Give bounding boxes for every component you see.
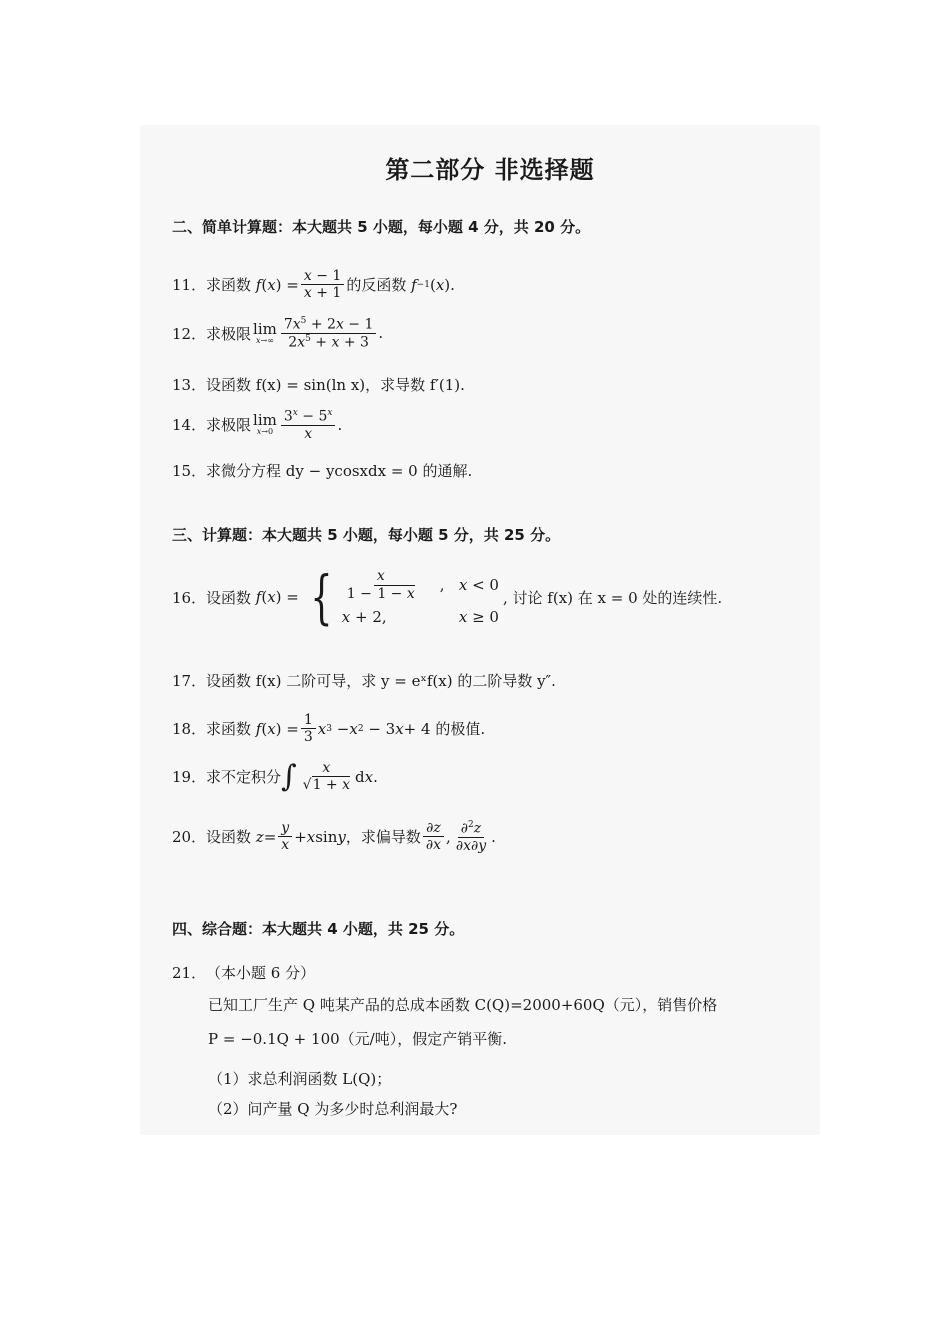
question-number: 16． <box>172 588 207 607</box>
question-text: 设函数 f(x) 二阶可导，求 y = eˣf(x) 的二阶导数 y″. <box>206 672 556 690</box>
question-number: 17． <box>172 672 207 690</box>
question-number: 13． <box>172 376 207 394</box>
integral-sign: ∫ <box>281 758 297 794</box>
question-text: , 讨论 f(x) 在 x = 0 处的连续性. <box>502 588 723 607</box>
question-text: 设函数 <box>206 588 252 607</box>
fraction: $\frac{x - 1}{x + 1}$ <box>301 268 344 301</box>
section-3-header: 三、计算题：本大题共 5 小题，每小题 5 分，共 25 分。 <box>172 526 561 544</box>
fraction: $\frac{\partial^2z}{\partial x\partial y}$ <box>455 820 487 854</box>
question-text: ，求偏导数 <box>345 828 421 847</box>
question-text: 设函数 f(x) = sin(ln x)，求导数 f′(1). <box>206 376 465 394</box>
fraction: $\frac{1}{3}$ <box>301 712 316 745</box>
question-text: 求函数 <box>206 276 252 295</box>
question-number: 18． <box>172 720 207 739</box>
section-4-header: 四、综合题：本大题共 4 小题，共 25 分。 <box>172 920 465 938</box>
question-17 <box>172 670 556 691</box>
question-number: 11． <box>172 276 207 295</box>
section-2-header: 二、简单计算题：本大题共 5 小题，每小题 4 分，共 20 分。 <box>172 218 591 236</box>
question-20: 20． 设函数 z = $\frac{y}{x}$ + x sin y ，求偏导数 $\frac{\partial z}{\partial x}$ , $\frac{\partial^2z}{\partial x\partial y}$ . <box>172 820 496 854</box>
fraction: $\frac{x}{√1 + x}$ <box>302 760 351 794</box>
question-label: （本小题 6 分） <box>206 964 316 982</box>
question-19: 19． 求不定积分 ∫ $\frac{x}{√1 + x}$ d x . <box>172 758 378 794</box>
question-text: 求极限 <box>206 416 252 435</box>
question-12: 12． 求极限 lim x→∞ $\frac{7x^5 + 2x - 1}{2x^5 + x + 3}$ . <box>172 316 384 351</box>
question-21-line-2: P = −0.1Q + 100（元/吨），假定产销平衡. <box>208 1030 507 1048</box>
fraction: $\frac{y}{x}$ <box>278 820 292 853</box>
page-title: 第二部分 非选择题 <box>385 156 595 184</box>
question-16: 16． 设函数 f ( x ) = { $\frac{x}{1 - 1 - x}$ , x < 0 x + 2, x ≥ 0 , 讨论 f(x) 在 x = 0 处的连续性. <box>172 563 723 631</box>
question-13 <box>172 374 465 395</box>
question-21 <box>172 962 315 983</box>
fraction: $\frac{3^x - 5^x}{x}$ <box>281 408 336 442</box>
limit: lim x→∞ <box>253 319 277 345</box>
question-text: 求微分方程 dy − ycosxdx = 0 的通解. <box>206 462 473 480</box>
question-text: 的反函数 <box>346 276 407 295</box>
question-15 <box>172 460 472 481</box>
question-number: 19． <box>172 768 207 787</box>
question-number: 14． <box>172 416 207 435</box>
question-text: 求不定积分 <box>206 768 282 787</box>
question-14: 14． 求极限 lim x→0 $\frac{3^x - 5^x}{x}$ . <box>172 408 343 442</box>
question-number: 12． <box>172 324 207 343</box>
fraction: $\frac{7x^5 + 2x - 1}{2x^5 + x + 3}$ <box>281 316 377 351</box>
question-18: 18． 求函数 f ( x ) = $\frac{1}{3}$ x 3 − x 2 − 3 x + 4 的极值. <box>172 712 486 746</box>
question-11: 11． 求函数 f ( x ) = $\frac{x - 1}{x + 1}$ 的反函数 f −1 ( x ) . <box>172 268 455 302</box>
question-number: 21． <box>172 964 207 982</box>
fraction: $\frac{\partial z}{\partial x}$ <box>423 820 444 853</box>
question-number: 15． <box>172 462 207 480</box>
question-21-line-1: 已知工厂生产 Q 吨某产品的总成本函数 C(Q)=2000+60Q（元），销售价格 <box>208 996 718 1014</box>
question-text: 设函数 <box>206 828 252 847</box>
question-21-part-2: （2）问产量 Q 为多少时总利润最大? <box>208 1100 458 1118</box>
piecewise-function: { $\frac{x}{1 - 1 - x}$ , x < 0 x + 2, x ≥ 0 <box>310 563 499 631</box>
question-text: 求函数 <box>206 720 252 739</box>
question-number: 20． <box>172 828 207 847</box>
question-21-part-1: （1）求总利润函数 L(Q)； <box>208 1070 392 1088</box>
limit: lim x→0 <box>253 411 277 437</box>
question-text: 求极限 <box>206 324 252 343</box>
